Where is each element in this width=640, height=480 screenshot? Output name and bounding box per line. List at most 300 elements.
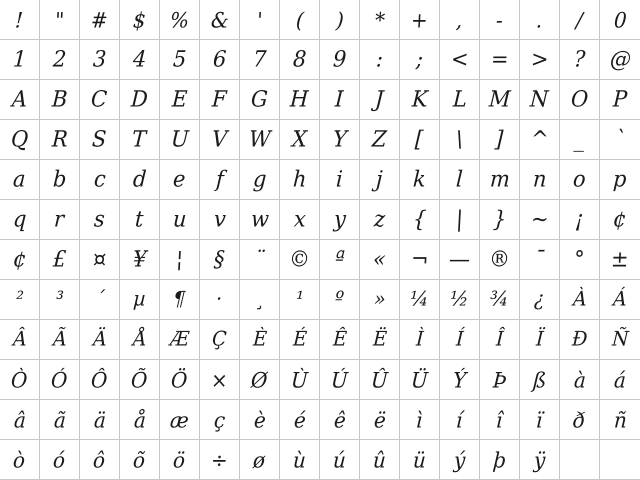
glyph-cell[interactable]	[400, 240, 440, 280]
glyph: ü	[412, 446, 427, 473]
glyph-cell[interactable]	[280, 200, 320, 240]
glyph: ø	[252, 446, 267, 473]
glyph-cell[interactable]	[0, 120, 40, 160]
glyph-cell[interactable]	[440, 240, 480, 280]
glyph-cell[interactable]	[520, 0, 560, 40]
glyph-cell[interactable]	[40, 40, 80, 80]
glyph: Û	[370, 366, 389, 393]
glyph-cell[interactable]	[120, 440, 160, 480]
glyph-cell[interactable]	[600, 120, 640, 160]
glyph-cell[interactable]	[240, 320, 280, 360]
glyph-cell[interactable]	[0, 0, 40, 40]
glyph-cell[interactable]	[160, 160, 200, 200]
glyph-cell[interactable]	[440, 0, 480, 40]
glyph-cell[interactable]	[520, 400, 560, 440]
glyph-cell[interactable]	[280, 40, 320, 80]
glyph-cell[interactable]	[400, 200, 440, 240]
glyph: À	[572, 287, 587, 311]
glyph: ¯	[533, 246, 546, 272]
glyph-cell[interactable]	[400, 0, 440, 40]
glyph-cell[interactable]	[280, 280, 320, 320]
glyph: Ý	[452, 366, 467, 393]
glyph-cell[interactable]	[280, 240, 320, 280]
glyph-cell[interactable]	[240, 80, 280, 120]
glyph: â	[12, 406, 27, 433]
glyph-cell[interactable]	[240, 40, 280, 80]
glyph-cell[interactable]	[520, 120, 560, 160]
glyph-cell[interactable]	[560, 40, 600, 80]
glyph: î	[495, 406, 504, 433]
glyph-cell[interactable]	[80, 320, 120, 360]
glyph-cell[interactable]	[360, 360, 400, 400]
glyph-cell[interactable]	[560, 120, 600, 160]
glyph-cell[interactable]	[200, 240, 240, 280]
glyph-cell[interactable]	[360, 240, 400, 280]
glyph-cell[interactable]	[0, 320, 40, 360]
glyph-cell[interactable]	[440, 120, 480, 160]
glyph-cell[interactable]	[200, 280, 240, 320]
glyph: £	[52, 246, 67, 272]
glyph: ï	[535, 406, 544, 433]
glyph: Ì	[415, 327, 424, 351]
glyph-cell[interactable]	[200, 80, 240, 120]
glyph-cell[interactable]	[440, 160, 480, 200]
glyph: #	[90, 6, 109, 33]
glyph: H	[289, 86, 310, 112]
glyph: R	[50, 126, 69, 152]
glyph: D	[130, 86, 149, 112]
glyph-cell[interactable]	[320, 40, 360, 80]
glyph-cell[interactable]	[520, 80, 560, 120]
glyph: µ	[132, 287, 147, 311]
glyph-cell[interactable]	[0, 40, 40, 80]
glyph-cell[interactable]	[320, 280, 360, 320]
glyph: (	[294, 6, 305, 33]
glyph: ¾	[489, 287, 510, 311]
glyph-cell[interactable]	[560, 440, 600, 480]
glyph-cell[interactable]	[120, 280, 160, 320]
glyph-cell[interactable]	[440, 320, 480, 360]
glyph: y	[332, 206, 347, 232]
glyph-cell[interactable]	[320, 440, 360, 480]
glyph-cell[interactable]	[160, 0, 200, 40]
glyph: F	[211, 86, 228, 112]
glyph: ð	[572, 406, 587, 433]
glyph-cell[interactable]	[560, 200, 600, 240]
glyph-cell[interactable]	[600, 400, 640, 440]
glyph-cell[interactable]	[240, 0, 280, 40]
glyph-cell[interactable]	[320, 200, 360, 240]
glyph-cell[interactable]	[120, 80, 160, 120]
glyph: ô	[92, 446, 107, 473]
glyph-cell[interactable]	[600, 280, 640, 320]
glyph: O	[570, 86, 589, 112]
glyph-cell[interactable]	[0, 160, 40, 200]
glyph: P	[612, 86, 628, 112]
glyph-cell[interactable]	[0, 200, 40, 240]
glyph-cell[interactable]	[160, 360, 200, 400]
glyph: ¢	[12, 246, 27, 272]
glyph-cell[interactable]	[600, 360, 640, 400]
glyph-cell[interactable]	[560, 400, 600, 440]
glyph-cell[interactable]	[600, 200, 640, 240]
glyph-cell[interactable]	[80, 360, 120, 400]
glyph-cell[interactable]	[400, 400, 440, 440]
glyph-cell[interactable]	[40, 160, 80, 200]
glyph-cell[interactable]	[480, 240, 520, 280]
glyph-cell[interactable]	[560, 160, 600, 200]
glyph-cell[interactable]	[80, 40, 120, 80]
glyph-cell[interactable]	[600, 320, 640, 360]
glyph-cell[interactable]	[40, 360, 80, 400]
glyph-cell[interactable]	[0, 400, 40, 440]
glyph: õ	[132, 446, 147, 473]
glyph: p	[612, 166, 628, 192]
glyph-cell[interactable]	[160, 120, 200, 160]
glyph: ¬	[410, 246, 429, 272]
glyph-cell[interactable]	[480, 440, 520, 480]
glyph-cell[interactable]	[160, 80, 200, 120]
glyph: =	[490, 46, 509, 72]
glyph-cell[interactable]	[440, 400, 480, 440]
glyph-cell[interactable]	[320, 240, 360, 280]
glyph-cell[interactable]	[120, 200, 160, 240]
glyph-cell[interactable]	[480, 120, 520, 160]
glyph: ¡	[574, 206, 585, 232]
glyph: ]	[494, 126, 505, 152]
glyph: û	[372, 446, 387, 473]
glyph: [	[414, 126, 425, 152]
glyph-cell[interactable]	[320, 80, 360, 120]
glyph-cell[interactable]	[320, 0, 360, 40]
glyph: {	[412, 206, 427, 232]
glyph-cell[interactable]	[240, 160, 280, 200]
glyph: ´	[94, 287, 105, 311]
glyph-cell[interactable]	[200, 120, 240, 160]
glyph: _	[573, 126, 586, 152]
glyph-cell[interactable]	[80, 120, 120, 160]
glyph-cell[interactable]	[600, 40, 640, 80]
glyph: b	[52, 166, 67, 192]
glyph-cell[interactable]	[320, 320, 360, 360]
glyph: Z	[371, 126, 388, 152]
glyph-cell[interactable]	[280, 0, 320, 40]
glyph: a	[12, 166, 27, 192]
glyph-cell[interactable]	[40, 0, 80, 40]
glyph: ¶	[172, 287, 187, 311]
glyph-cell[interactable]	[120, 400, 160, 440]
glyph: ¢	[612, 206, 628, 232]
glyph: ±	[610, 246, 630, 272]
glyph-cell[interactable]	[440, 40, 480, 80]
glyph: Â	[12, 327, 27, 351]
glyph-cell[interactable]	[80, 240, 120, 280]
glyph-cell[interactable]	[240, 280, 280, 320]
glyph: j	[375, 166, 384, 192]
glyph-cell[interactable]	[560, 280, 600, 320]
glyph-cell[interactable]	[280, 320, 320, 360]
glyph-cell[interactable]	[160, 240, 200, 280]
glyph: §	[213, 246, 226, 272]
glyph: z	[373, 206, 386, 232]
glyph-cell[interactable]	[0, 240, 40, 280]
glyph-cell[interactable]	[160, 280, 200, 320]
glyph: "	[54, 6, 65, 33]
glyph-cell[interactable]	[480, 200, 520, 240]
glyph-cell[interactable]	[520, 360, 560, 400]
glyph-cell[interactable]	[80, 440, 120, 480]
glyph-cell[interactable]	[80, 80, 120, 120]
glyph: Ï	[535, 327, 544, 351]
glyph: 1	[12, 46, 27, 72]
glyph-cell[interactable]	[160, 200, 200, 240]
glyph: Ü	[410, 366, 429, 393]
glyph: S	[91, 126, 108, 152]
glyph-cell[interactable]	[80, 400, 120, 440]
glyph-cell[interactable]	[400, 40, 440, 80]
glyph: c	[92, 166, 107, 192]
glyph-cell[interactable]	[40, 280, 80, 320]
glyph-cell[interactable]	[360, 440, 400, 480]
glyph: W	[248, 126, 271, 152]
glyph-cell[interactable]	[400, 360, 440, 400]
glyph: Ð	[571, 327, 588, 351]
glyph: °	[573, 246, 586, 272]
glyph: |	[455, 206, 464, 232]
glyph-cell[interactable]	[80, 0, 120, 40]
glyph-cell[interactable]	[560, 0, 600, 40]
glyph-cell[interactable]	[80, 280, 120, 320]
glyph: Ô	[90, 366, 109, 393]
glyph-cell[interactable]	[200, 0, 240, 40]
glyph-cell[interactable]	[160, 400, 200, 440]
glyph-cell[interactable]	[600, 0, 640, 40]
glyph-cell[interactable]	[160, 440, 200, 480]
glyph-cell[interactable]	[480, 0, 520, 40]
glyph: ×	[210, 366, 229, 393]
glyph-cell[interactable]	[200, 360, 240, 400]
glyph-cell[interactable]	[240, 120, 280, 160]
glyph-cell[interactable]	[560, 80, 600, 120]
glyph-cell[interactable]	[80, 160, 120, 200]
glyph-cell[interactable]	[520, 320, 560, 360]
glyph-cell[interactable]	[400, 160, 440, 200]
glyph-cell[interactable]	[120, 40, 160, 80]
glyph-cell[interactable]	[120, 0, 160, 40]
glyph-cell[interactable]	[600, 440, 640, 480]
glyph: !	[14, 6, 25, 33]
glyph-cell[interactable]	[600, 240, 640, 280]
glyph-cell[interactable]	[360, 320, 400, 360]
glyph-cell[interactable]	[560, 320, 600, 360]
glyph: Þ	[492, 366, 507, 393]
glyph-cell[interactable]	[280, 160, 320, 200]
glyph: Ò	[10, 366, 29, 393]
glyph-cell[interactable]	[400, 280, 440, 320]
glyph-cell[interactable]	[200, 440, 240, 480]
glyph-cell[interactable]	[440, 440, 480, 480]
glyph-cell[interactable]	[480, 360, 520, 400]
glyph: m	[488, 166, 511, 192]
glyph: «	[372, 246, 387, 272]
glyph-cell[interactable]	[240, 200, 280, 240]
glyph: :	[375, 46, 384, 72]
glyph: e	[172, 166, 187, 192]
glyph-cell[interactable]	[480, 320, 520, 360]
glyph-cell[interactable]	[360, 120, 400, 160]
glyph-cell[interactable]	[40, 200, 80, 240]
glyph: æ	[169, 406, 190, 433]
glyph: .	[535, 6, 544, 33]
glyph-cell[interactable]	[560, 240, 600, 280]
glyph-cell[interactable]	[40, 120, 80, 160]
glyph: 3	[92, 46, 107, 72]
glyph: Ù	[290, 366, 309, 393]
glyph: Æ	[169, 327, 190, 351]
glyph-cell[interactable]	[240, 240, 280, 280]
glyph-cell[interactable]	[200, 320, 240, 360]
glyph-cell[interactable]	[320, 360, 360, 400]
glyph-cell[interactable]	[480, 280, 520, 320]
glyph: ½	[449, 287, 470, 311]
glyph: é	[292, 406, 307, 433]
glyph-cell[interactable]	[520, 440, 560, 480]
glyph: Õ	[130, 366, 149, 393]
glyph-cell[interactable]	[400, 440, 440, 480]
glyph-cell[interactable]	[40, 400, 80, 440]
glyph-cell[interactable]	[280, 400, 320, 440]
glyph-cell[interactable]	[480, 80, 520, 120]
glyph-cell[interactable]	[400, 120, 440, 160]
glyph-cell[interactable]	[200, 400, 240, 440]
glyph-cell[interactable]	[520, 280, 560, 320]
glyph-cell[interactable]	[40, 80, 80, 120]
glyph-cell[interactable]	[280, 80, 320, 120]
glyph-cell[interactable]	[440, 80, 480, 120]
glyph-cell[interactable]	[40, 440, 80, 480]
glyph-cell[interactable]	[200, 160, 240, 200]
glyph: `	[614, 126, 626, 152]
glyph-cell[interactable]	[40, 240, 80, 280]
glyph-cell[interactable]	[440, 280, 480, 320]
glyph-cell[interactable]	[520, 160, 560, 200]
glyph: Ñ	[611, 327, 629, 351]
glyph-cell[interactable]	[0, 80, 40, 120]
glyph-cell[interactable]	[0, 280, 40, 320]
glyph: N	[529, 86, 550, 112]
glyph: q	[12, 206, 27, 232]
glyph-cell[interactable]	[280, 440, 320, 480]
glyph: É	[291, 327, 308, 351]
glyph-cell[interactable]	[280, 120, 320, 160]
glyph: ª	[333, 246, 346, 272]
glyph-cell[interactable]	[440, 200, 480, 240]
glyph: ú	[332, 446, 347, 473]
glyph: $	[132, 6, 147, 33]
glyph-cell[interactable]	[360, 400, 400, 440]
glyph: ~	[530, 206, 549, 232]
glyph-cell[interactable]	[120, 160, 160, 200]
glyph-cell[interactable]	[120, 360, 160, 400]
glyph: ÷	[210, 446, 229, 473]
glyph: Q	[10, 126, 29, 152]
glyph-cell[interactable]	[240, 440, 280, 480]
glyph: t	[134, 206, 145, 232]
glyph: —	[448, 246, 471, 272]
glyph: *	[373, 6, 386, 33]
glyph-cell[interactable]	[0, 440, 40, 480]
glyph-cell[interactable]	[320, 120, 360, 160]
glyph: J	[374, 86, 385, 112]
glyph-cell[interactable]	[360, 200, 400, 240]
glyph: k	[412, 166, 427, 192]
glyph-cell[interactable]	[280, 360, 320, 400]
glyph-cell[interactable]	[480, 40, 520, 80]
glyph-cell[interactable]	[600, 80, 640, 120]
glyph-cell[interactable]	[360, 80, 400, 120]
glyph: C	[90, 86, 109, 112]
glyph: Ã	[52, 327, 67, 351]
glyph-cell[interactable]	[120, 240, 160, 280]
glyph: w	[249, 206, 270, 232]
glyph-cell[interactable]	[160, 40, 200, 80]
glyph: ¹	[295, 287, 304, 311]
glyph-cell[interactable]	[200, 200, 240, 240]
glyph: s	[93, 206, 106, 232]
glyph: ç	[213, 406, 226, 433]
glyph-cell[interactable]	[360, 0, 400, 40]
glyph: º	[334, 287, 345, 311]
glyph: M	[488, 86, 511, 112]
glyph: »	[373, 287, 386, 311]
glyph-cell[interactable]	[240, 400, 280, 440]
glyph: Å	[132, 327, 147, 351]
glyph: Ú	[330, 366, 349, 393]
glyph-cell[interactable]	[120, 320, 160, 360]
glyph: È	[251, 327, 268, 351]
glyph-cell[interactable]	[520, 40, 560, 80]
glyph-cell[interactable]	[120, 120, 160, 160]
glyph: ì	[415, 406, 424, 433]
glyph-cell[interactable]	[0, 360, 40, 400]
glyph: ¿	[533, 287, 546, 311]
glyph-cell[interactable]	[360, 280, 400, 320]
glyph-cell[interactable]	[360, 160, 400, 200]
glyph-cell[interactable]	[200, 40, 240, 80]
glyph: X	[291, 126, 308, 152]
glyph-cell[interactable]	[600, 160, 640, 200]
glyph-cell[interactable]	[240, 360, 280, 400]
glyph-cell[interactable]	[360, 40, 400, 80]
glyph: U	[170, 126, 190, 152]
glyph-cell[interactable]	[480, 160, 520, 200]
glyph-cell[interactable]	[520, 240, 560, 280]
glyph: Ç	[211, 327, 228, 351]
glyph-cell[interactable]	[320, 160, 360, 200]
glyph-cell[interactable]	[80, 200, 120, 240]
glyph-cell[interactable]	[560, 360, 600, 400]
glyph-cell[interactable]	[440, 360, 480, 400]
glyph-cell[interactable]	[160, 320, 200, 360]
glyph-cell[interactable]	[400, 320, 440, 360]
glyph: K	[411, 86, 429, 112]
glyph: Ä	[92, 327, 107, 351]
glyph-cell[interactable]	[40, 320, 80, 360]
glyph-cell[interactable]	[520, 200, 560, 240]
glyph-cell[interactable]	[400, 80, 440, 120]
glyph-cell[interactable]	[320, 400, 360, 440]
glyph-cell[interactable]	[480, 400, 520, 440]
